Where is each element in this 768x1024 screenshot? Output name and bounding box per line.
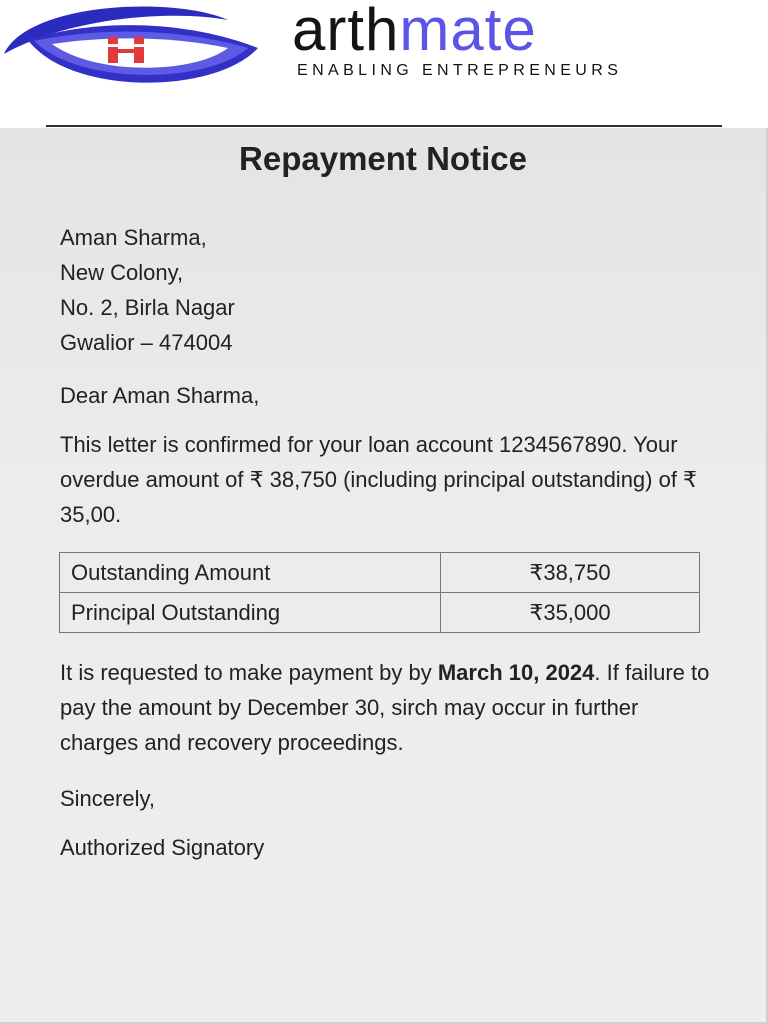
address-line: New Colony, — [60, 260, 184, 285]
table-row — [60, 593, 700, 633]
signatory: Authorized Signatory — [60, 835, 265, 860]
amounts-table — [59, 552, 700, 633]
recipient-address — [60, 220, 235, 360]
brand-tagline: ENABLING ENTREPRENEURS — [297, 62, 623, 79]
body-paragraph-1: This letter is confirmed for your loan account 1234567890. Your overdue amount of ₹ 38,750 (including principal outstanding) of ₹ 35,00. — [60, 432, 698, 527]
paragraph2-text: . If failure to pay the amount by December 30, sirch may occur in further charges and recovery proceedings. — [60, 660, 710, 755]
divider-line — [46, 125, 722, 127]
table-value: ₹35,000 — [441, 593, 700, 633]
brand-part2: mate — [399, 0, 537, 63]
body-paragraph-2 — [60, 655, 720, 760]
table-label: Outstanding Amount — [60, 553, 441, 593]
address-line: Aman Sharma, — [60, 225, 207, 250]
table-value: ₹38,750 — [441, 553, 700, 593]
brand-name — [292, 0, 537, 66]
paragraph2-text: It is requested to make payment by by — [60, 660, 438, 685]
table-label: Principal Outstanding — [60, 593, 441, 633]
brand-part1: arth — [292, 0, 400, 63]
notice-title: Repayment Notice — [239, 140, 527, 177]
salutation: Dear Aman Sharma, — [60, 383, 260, 408]
closing: Sincerely, — [60, 786, 155, 811]
letterhead — [0, 0, 768, 128]
address-line: Gwalior – 474004 — [60, 330, 233, 355]
arthmate-logo-icon — [0, 0, 270, 100]
address-line: No. 2, Birla Nagar — [60, 295, 235, 320]
payment-due-date: March 10, 2024 — [437, 660, 595, 685]
table-row — [60, 553, 700, 593]
